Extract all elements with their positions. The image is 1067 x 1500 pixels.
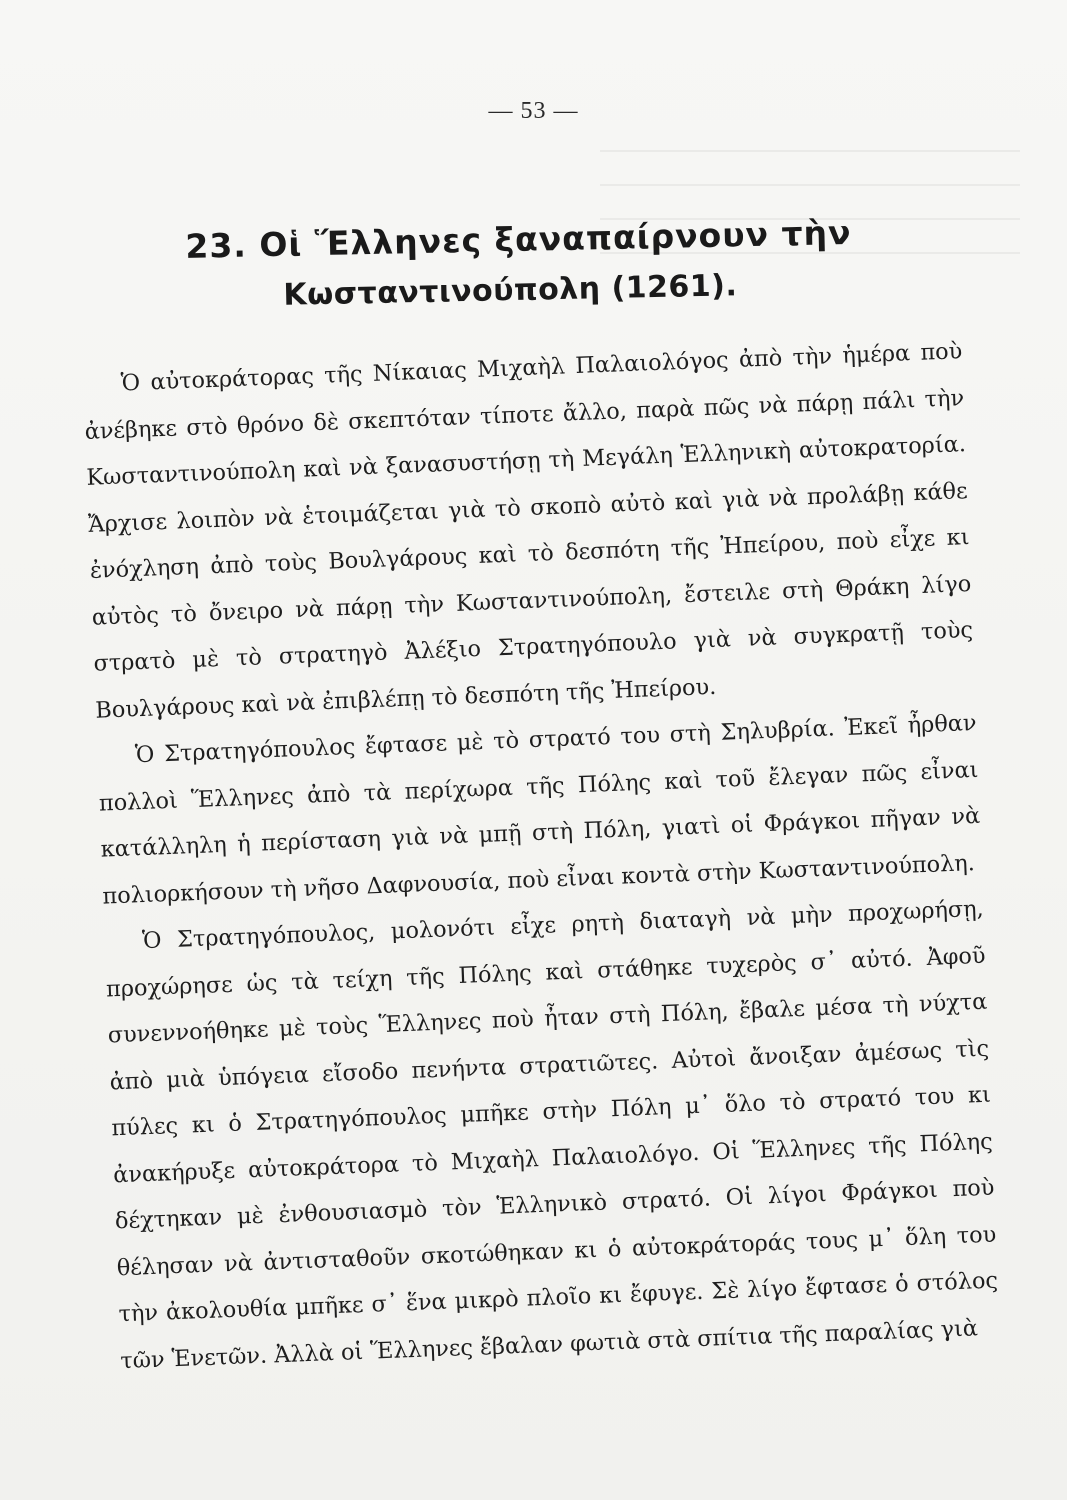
- chapter-body: [82, 328, 1001, 1384]
- paragraph-3: Ὁ Στρατηγόπουλος, μολονότι εἶχε ρητὴ διαταγὴ νὰ μὴν προχωρήσῃ, προχώρησε ὡς τὰ τείχη τῆς Πόλης καὶ στάθηκε τυχερὸς σ᾽ αὐτό. Ἀφοῦ συνεννοήθηκε μὲ τοὺς Ἕλληνες ποὺ ἦταν στὴ Πόλη, ἔβαλε μέσα τὴ νύχτα ἀπὸ μιὰ ὑπόγεια εἴσοδο πενήντα στρατιῶτες. Αὐτοὶ ἄνοιξαν ἀμέσως τὶς πύλες κι ὁ Στρατηγόπουλος μπῆκε στὴν Πόλη μ᾽ ὅλο τὸ στρατό του κι ἀνακήρυξε αὐτοκράτορα τὸ Μιχαὴλ Παλαιολόγο. Οἱ Ἕλληνες τῆς Πόλης δέχτηκαν μὲ ἐνθουσιασμὸ τὸν Ἑλληνικὸ στρατό. Οἱ λίγοι Φράγκοι ποὺ θέλησαν νὰ ἀντισταθοῦν σκοτώθηκαν κι ὁ αὐτοκράτοράς τους μ᾽ ὅλη του τὴν ἀκολουθία μπῆκε σ᾽ ἕνα μικρὸ πλοῖο κι ἔφυγε. Σὲ λίγο ἔφτασε ὁ στόλος τῶν Ἑνετῶν. Ἀλλὰ οἱ Ἕλληνες ἔβαλαν φωτιὰ στὰ σπίτια τῆς παραλίας γιὰ: [105, 895, 999, 1374]
- chapter-heading-line-1: 23. Οἱ Ἕλληνες ξαναπαίρνουν τὴν: [184, 212, 852, 266]
- paragraph-1: Ὁ αὐτοκράτορας τῆς Νίκαιας Μιχαὴλ Παλαιολόγος ἀπὸ τὴν ἡμέρα ποὺ ἀνέβηκε στὸ θρόνο δὲ σκεπτόταν τίποτε ἄλλο, παρὰ πῶς νὰ πάρῃ πάλι τὴν Κωσταντινούπολη καὶ νὰ ξανασυστήσῃ τὴ Μεγάλη Ἑλληνικὴ αὐτοκρατορία. Ἄρχισε λοιπὸν νὰ ἑτοιμάζεται γιὰ τὸ σκοπὸ αὐτὸ καὶ γιὰ νὰ προλάβῃ κάθε ἐνόχληση ἀπὸ τοὺς Βουλγάρους καὶ τὸ δεσπότη τῆς Ἠπείρου, ποὺ εἶχε κι αὐτὸς τὸ ὄνειρο νὰ πάρῃ τὴν Κωσταντινούπολη, ἔστειλε στὴ Θράκη λίγο στρατὸ μὲ τὸ στρατηγὸ Ἀλέξιο Στρατηγόπουλο γιὰ νὰ συγκρατῇ τοὺς Βουλγάρους καὶ νὰ ἐπιβλέπῃ τὸ δεσπότη τῆς Ἠπείρου.: [84, 338, 974, 724]
- chapter-heading-line-2: Κωσταντινούπολη (1261).: [283, 268, 738, 313]
- page-number: — 53 —: [488, 98, 579, 124]
- paragraph-2: Ὁ Στρατηγόπουλος ἔφτασε μὲ τὸ στρατό του στὴ Σηλυβρία. Ἐκεῖ ἦρθαν πολλοὶ Ἕλληνες ἀπὸ τὰ περίχωρα τῆς Πόλης καὶ τοῦ ἔλεγαν πῶς εἶναι κατάλληλη ἡ περίσταση γιὰ νὰ μπῇ στὴ Πόλη, γιατὶ οἱ Φράγκοι πῆγαν νὰ πολιορκήσουν τὴ νῆσο Δαφνουσία, ποὺ εἶναι κοντὰ στὴν Κωσταντινούπολη.: [98, 709, 981, 910]
- chapter-heading: [130, 212, 892, 316]
